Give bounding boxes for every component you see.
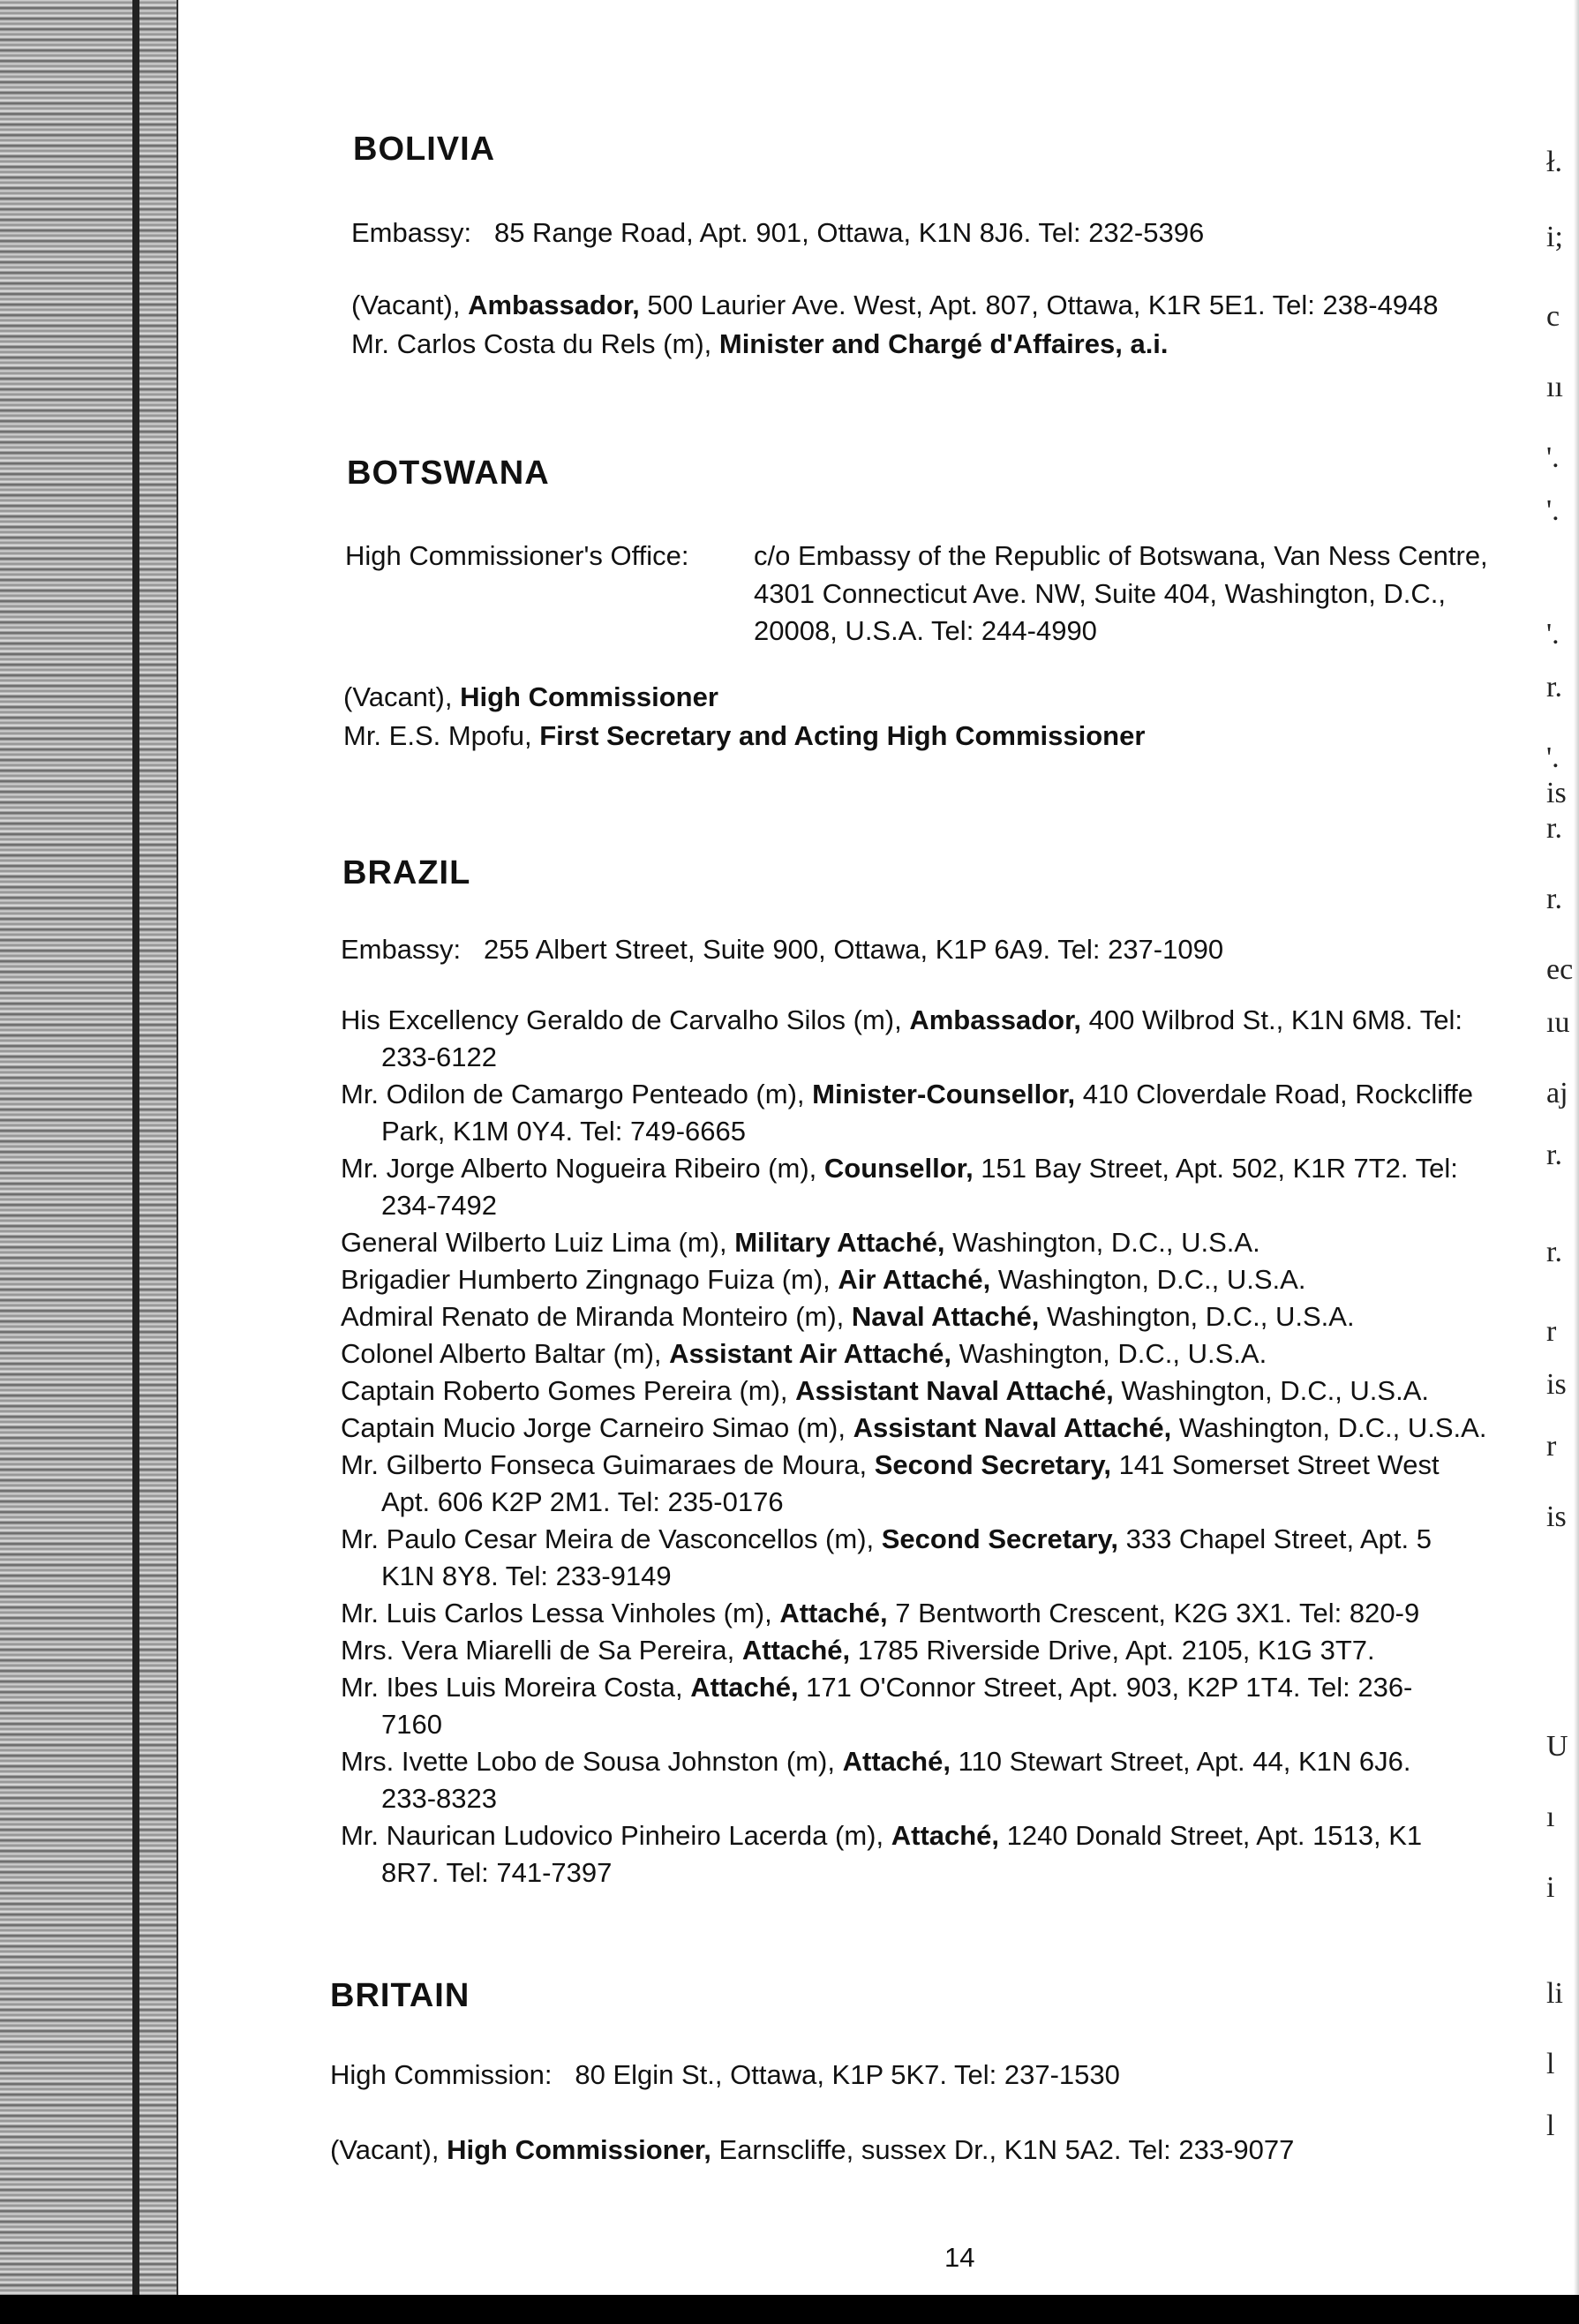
bolivia-entry-2 [351,328,1169,360]
margin-fragment: l [1546,2048,1555,2080]
embassy-label: Embassy: [341,934,462,965]
margin-fragment: c [1546,300,1560,333]
margin-fragment: is [1546,1368,1567,1401]
office-address-line-3: 20008, U.S.A. Tel: 244-4990 [754,615,1097,646]
book-binding-edge [0,0,178,2324]
margin-fragment: is [1546,777,1567,809]
margin-fragment: '. [1546,618,1560,651]
staff-entry [341,1375,1429,1407]
high-commission-label: High Commission: [330,2059,553,2090]
person-address: Washington, D.C., U.S.A. [990,1264,1306,1295]
person-title: Assistant Naval Attaché, [853,1412,1172,1443]
high-commission-address: 80 Elgin St., Ottawa, K1P 5K7. Tel: 237-1530 [575,2059,1120,2090]
person-title: Air Attaché, [838,1264,991,1295]
person-address: 151 Bay Street, Apt. 502, K1R 7T2. Tel: [973,1153,1458,1184]
person-name: Colonel Alberto Baltar (m), [341,1338,670,1369]
staff-entry [341,1153,1458,1185]
staff-entry [341,1449,1440,1481]
staff-entry [341,1004,1462,1036]
person-name: General Wilberto Luiz Lima (m), [341,1227,735,1258]
person-title: Ambassador, [468,290,640,320]
person-address: 1240 Donald Street, Apt. 1513, K1 [999,1820,1423,1851]
cutoff-margin-text [1546,0,1575,2295]
section-title-botswana: BOTSWANA [347,455,550,492]
person-name: Mr. Paulo Cesar Meira de Vasconcellos (m), [341,1523,882,1554]
margin-fragment: ec [1546,953,1574,986]
person-address: 1785 Riverside Drive, Apt. 2105, K1G 3T7. [850,1635,1375,1666]
staff-entry-continuation: Apt. 606 K2P 2M1. Tel: 235-0176 [381,1486,784,1517]
staff-entry [341,1412,1486,1444]
person-name: Mr. Gilberto Fonseca Guimaraes de Moura, [341,1449,875,1480]
section-title-britain: BRITAIN [330,1977,470,2014]
staff-entry [341,1264,1305,1296]
person-address: Washington, D.C., U.S.A. [951,1338,1267,1369]
margin-fragment: '. [1546,441,1560,474]
bolivia-entry-1 [351,290,1439,321]
staff-entry-continuation: 7160 [381,1709,442,1740]
staff-entry [341,1672,1412,1704]
person-title: Second Secretary, [881,1523,1118,1554]
staff-entry-continuation: K1N 8Y8. Tel: 233-9149 [381,1561,672,1591]
margin-fragment: aj [1546,1077,1568,1109]
staff-entry-continuation: 233-6122 [381,1042,498,1072]
margin-fragment: '. [1546,494,1560,527]
britain-high-commission [330,2059,1120,2091]
margin-fragment: is [1546,1500,1567,1533]
botswana-entry-1 [343,681,718,713]
person-name: Mrs. Vera Miarelli de Sa Pereira, [341,1635,742,1666]
staff-entry-continuation: 8R7. Tel: 741-7397 [381,1857,613,1888]
section-title-bolivia: BOLIVIA [353,131,496,168]
staff-entry [341,1227,1260,1259]
margin-fragment: i; [1546,221,1563,253]
person-title: Attaché, [779,1598,888,1628]
office-label: High Commissioner's Office: [345,540,689,571]
office-address-line-1: c/o Embassy of the Republic of Botswana, Van Ness Centre, [754,540,1488,571]
person-name: Mrs. Ivette Lobo de Sousa Johnston (m), [341,1746,843,1777]
person-title: Second Secretary, [874,1449,1111,1480]
person-address: 141 Somerset Street West [1110,1449,1440,1480]
binding-shadow [132,0,139,2324]
person-title: Attaché, [690,1672,799,1703]
person-title: Assistant Air Attaché, [669,1338,951,1369]
margin-fragment: l [1546,2110,1555,2142]
person-name: Mr. Carlos Costa du Rels (m), [351,328,719,359]
embassy-address: 255 Albert Street, Suite 900, Ottawa, K1P 6A9. Tel: 237-1090 [483,934,1224,965]
margin-fragment: r. [1546,883,1562,915]
person-address: Washington, D.C., U.S.A. [1171,1412,1487,1443]
person-address: 333 Chapel Street, Apt. 5 [1117,1523,1432,1554]
staff-entry [341,1635,1375,1666]
person-name: (Vacant), [330,2134,447,2165]
margin-fragment: ı [1546,1801,1555,1833]
person-address: 7 Bentworth Crescent, K2G 3X1. Tel: 820-9 [887,1598,1420,1628]
person-name: Mr. Naurican Ludovico Pinheiro Lacerda (m), [341,1820,891,1851]
staff-entry [341,1301,1355,1333]
page-number: 14 [944,2242,975,2273]
bolivia-embassy [351,217,1204,249]
person-address: 171 O'Connor Street, Apt. 903, K2P 1T4. Tel: 236- [798,1672,1413,1703]
person-name: Mr. Jorge Alberto Nogueira Ribeiro (m), [341,1153,824,1184]
office-address-line-2: 4301 Connecticut Ave. NW, Suite 404, Washington, D.C., [754,578,1447,609]
margin-fragment: r [1546,1315,1557,1348]
person-title: Counsellor, [823,1153,974,1184]
staff-entry [341,1338,1267,1370]
staff-entry-continuation: Park, K1M 0Y4. Tel: 749-6665 [381,1116,747,1147]
person-name: (Vacant), [343,681,461,712]
person-title: Minister and Chargé d'Affaires, a.i. [718,328,1169,359]
person-address: Washington, D.C., U.S.A. [1113,1375,1429,1406]
margin-fragment: r. [1546,812,1562,845]
staff-entry-continuation: 234-7492 [381,1190,498,1221]
person-name: Mr. E.S. Mpofu, [343,720,540,751]
person-address: Washington, D.C., U.S.A. [944,1227,1260,1258]
margin-fragment: li [1546,1977,1563,2010]
margin-fragment: ł. [1546,146,1562,178]
botswana-entry-2 [343,720,1145,752]
margin-fragment: r. [1546,671,1562,703]
person-name: (Vacant), [351,290,469,320]
staff-entry [341,1523,1432,1555]
person-name: Captain Roberto Gomes Pereira (m), [341,1375,796,1406]
brazil-embassy [341,934,1223,966]
person-title: Attaché, [891,1820,1000,1851]
person-address: Earnscliffe, sussex Dr., K1N 5A2. Tel: 233-9077 [711,2134,1295,2165]
margin-fragment: ıu [1546,1006,1570,1039]
person-title: Military Attaché, [734,1227,945,1258]
person-name: Mr. Odilon de Camargo Penteado (m), [341,1079,813,1109]
margin-fragment: ıı [1546,371,1563,403]
staff-entry [341,1598,1419,1629]
person-title: First Secretary and Acting High Commissioner [539,720,1146,751]
margin-fragment: r [1546,1430,1557,1463]
person-title: Assistant Naval Attaché, [795,1375,1114,1406]
person-title: Naval Attaché, [851,1301,1040,1332]
person-title: Minister-Counsellor, [812,1079,1076,1109]
scan-bottom-border [0,2295,1579,2324]
staff-entry [341,1746,1411,1778]
margin-fragment: U [1546,1730,1568,1763]
person-name: Mr. Luis Carlos Lessa Vinholes (m), [341,1598,780,1628]
margin-fragment: i [1546,1871,1555,1904]
person-title: Ambassador, [909,1004,1082,1035]
embassy-label: Embassy: [351,217,472,248]
margin-fragment: r. [1546,1236,1562,1268]
person-address: Washington, D.C., U.S.A. [1039,1301,1355,1332]
person-address: 110 Stewart Street, Apt. 44, K1N 6J6. [950,1746,1411,1777]
person-title: High Commissioner, [447,2134,711,2165]
section-title-brazil: BRAZIL [342,854,471,891]
person-name: Admiral Renato de Miranda Monteiro (m), [341,1301,852,1332]
person-title: High Commissioner [460,681,718,712]
staff-entry [341,1820,1422,1852]
margin-fragment: '. [1546,741,1560,774]
person-title: Attaché, [842,1746,951,1777]
person-title: Attaché, [741,1635,851,1666]
staff-entry [341,1079,1473,1110]
britain-entry-1 [330,2134,1294,2166]
person-address: 500 Laurier Ave. West, Apt. 807, Ottawa, K1R 5E1. Tel: 238-4948 [639,290,1439,320]
person-name: His Excellency Geraldo de Carvalho Silos (m), [341,1004,910,1035]
person-name: Captain Mucio Jorge Carneiro Simao (m), [341,1412,853,1443]
person-address: 410 Cloverdale Road, Rockcliffe [1075,1079,1474,1109]
margin-fragment: r. [1546,1139,1562,1171]
person-name: Mr. Ibes Luis Moreira Costa, [341,1672,691,1703]
person-address: 400 Wilbrod St., K1N 6M8. Tel: [1081,1004,1462,1035]
person-name: Brigadier Humberto Zingnago Fuiza (m), [341,1264,838,1295]
staff-entry-continuation: 233-8323 [381,1783,498,1814]
embassy-address: 85 Range Road, Apt. 901, Ottawa, K1N 8J6. Tel: 232-5396 [493,217,1205,248]
